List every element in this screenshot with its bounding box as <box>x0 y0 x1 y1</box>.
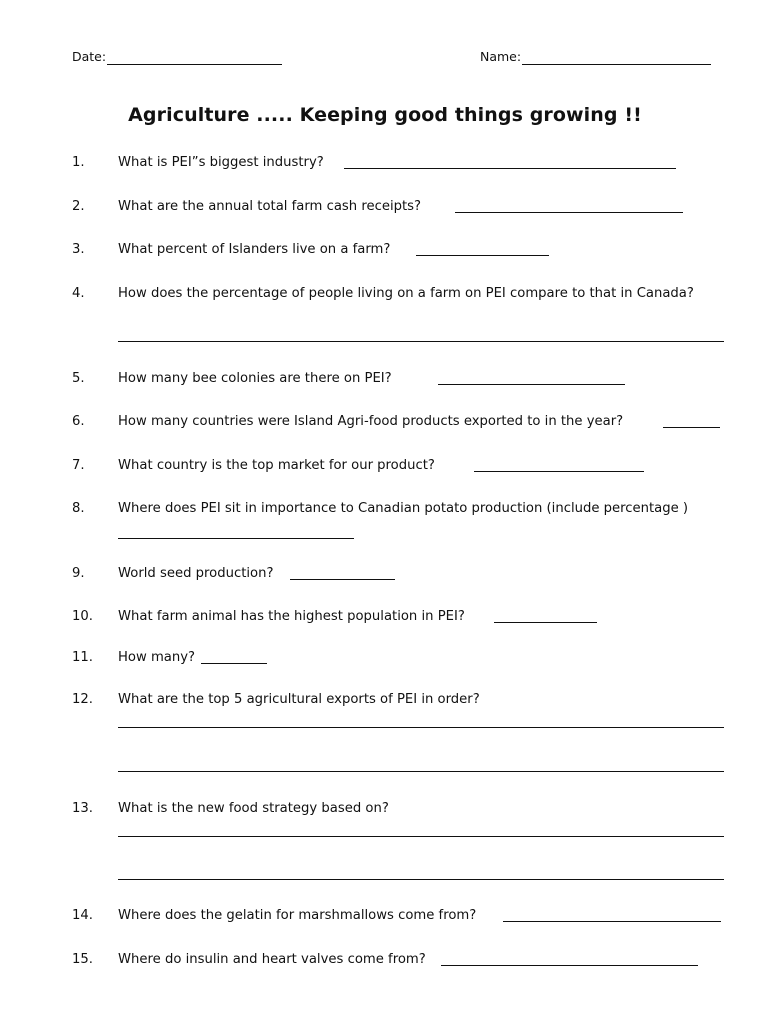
question-number: 9. <box>72 566 85 581</box>
answer-blank-7[interactable] <box>474 471 644 472</box>
question-4 <box>0 285 770 305</box>
answer-blank-4[interactable] <box>118 341 724 342</box>
question-text: What farm animal has the highest population in PEI? <box>118 609 465 624</box>
question-9 <box>0 565 770 585</box>
question-8 <box>0 500 770 520</box>
question-number: 1. <box>72 155 85 170</box>
answer-blank-9[interactable] <box>290 579 395 580</box>
question-number: 15. <box>72 952 93 967</box>
question-number: 2. <box>72 199 85 214</box>
question-number: 10. <box>72 609 93 624</box>
name-blank[interactable] <box>522 50 711 65</box>
question-number: 5. <box>72 371 85 386</box>
question-text: Where does the gelatin for marshmallows come from? <box>118 908 477 923</box>
question-2 <box>0 198 770 218</box>
question-text: What percent of Islanders live on a farm? <box>118 242 391 257</box>
question-text: Where does PEI sit in importance to Canadian potato production (include percentage ) <box>118 501 689 516</box>
question-14 <box>0 907 770 927</box>
question-text: What is PEI”s biggest industry? <box>118 155 324 170</box>
question-number: 11. <box>72 650 93 665</box>
question-number: 8. <box>72 501 85 516</box>
question-15 <box>0 951 770 971</box>
question-text: World seed production? <box>118 566 274 581</box>
question-13 <box>0 800 770 820</box>
answer-blank-6[interactable] <box>663 427 720 428</box>
question-3 <box>0 241 770 261</box>
name-field <box>480 49 711 65</box>
question-5 <box>0 370 770 390</box>
answer-blank-10[interactable] <box>494 622 597 623</box>
question-12 <box>0 691 770 711</box>
question-11 <box>0 649 770 669</box>
answer-blank-12a[interactable] <box>118 727 724 728</box>
answer-blank-13b[interactable] <box>118 879 724 880</box>
question-text: What are the top 5 agricultural exports of PEI in order? <box>118 692 480 707</box>
answer-blank-13a[interactable] <box>118 836 724 837</box>
question-text: How many? <box>118 650 196 665</box>
question-6 <box>0 413 770 433</box>
question-number: 7. <box>72 458 85 473</box>
question-number: 13. <box>72 801 93 816</box>
question-text: What are the annual total farm cash receipts? <box>118 199 422 214</box>
answer-blank-15[interactable] <box>441 965 698 966</box>
date-blank[interactable] <box>107 50 282 65</box>
question-1 <box>0 154 770 174</box>
answer-blank-8[interactable] <box>118 538 354 539</box>
question-text: What country is the top market for our product? <box>118 458 435 473</box>
date-field <box>72 49 282 65</box>
answer-blank-5[interactable] <box>438 384 625 385</box>
answer-blank-3[interactable] <box>416 255 549 256</box>
answer-blank-12b[interactable] <box>118 771 724 772</box>
answer-blank-11[interactable] <box>201 663 267 664</box>
question-10 <box>0 608 770 628</box>
question-number: 3. <box>72 242 85 257</box>
question-number: 14. <box>72 908 93 923</box>
question-text: How does the percentage of people living on a farm on PEI compare to that in Canada? <box>118 286 694 301</box>
question-number: 12. <box>72 692 93 707</box>
question-number: 4. <box>72 286 85 301</box>
question-7 <box>0 457 770 477</box>
answer-blank-2[interactable] <box>455 212 683 213</box>
question-text: How many bee colonies are there on PEI? <box>118 371 392 386</box>
question-text: Where do insulin and heart valves come from? <box>118 952 426 967</box>
answer-blank-14[interactable] <box>503 921 721 922</box>
question-text: What is the new food strategy based on? <box>118 801 389 816</box>
answer-blank-1[interactable] <box>344 168 676 169</box>
name-label: Name: <box>480 49 522 64</box>
page-title: Agriculture ..... Keeping good things growing !! <box>128 104 642 126</box>
question-text: How many countries were Island Agri-food products exported to in the year? <box>118 414 624 429</box>
question-number: 6. <box>72 414 85 429</box>
date-label: Date: <box>72 49 107 64</box>
